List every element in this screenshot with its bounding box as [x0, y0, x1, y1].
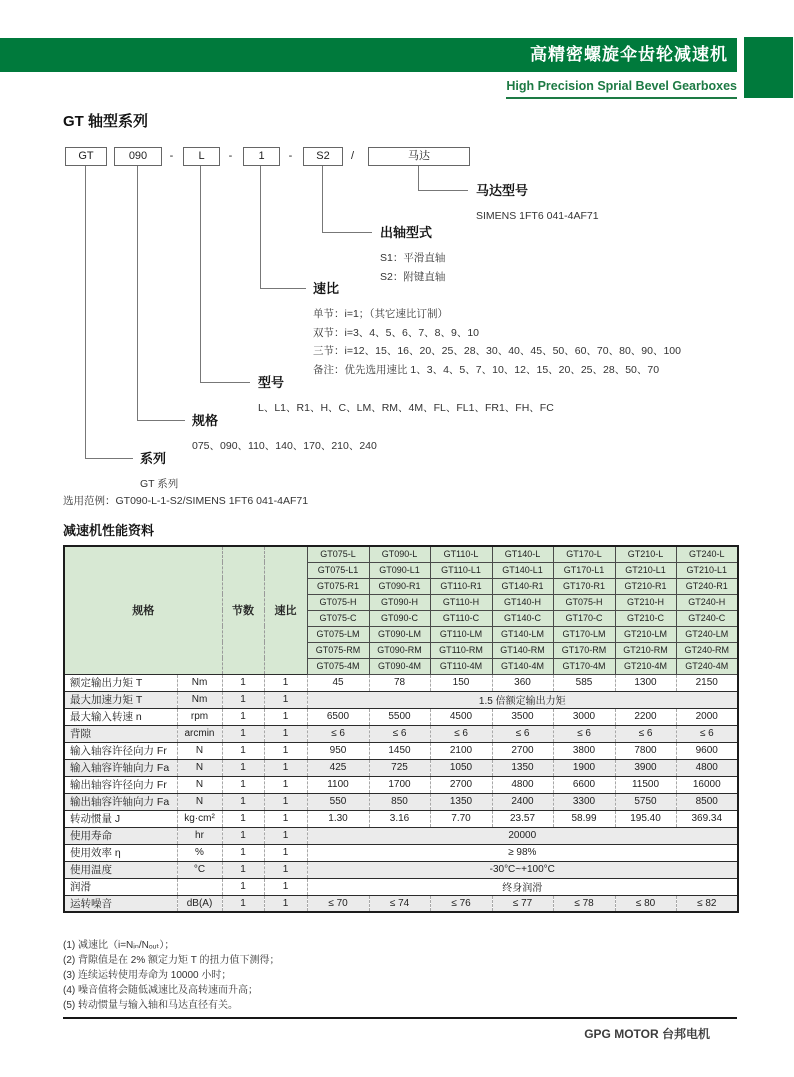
callout-motor-type — [476, 180, 599, 226]
value-cell: ≤ 77 — [492, 895, 553, 912]
callout-shaft-type — [380, 222, 445, 286]
value-cell: 3300 — [553, 793, 615, 810]
value-cell: 6500 — [307, 708, 369, 725]
model-header-cell: GT075-RM — [307, 642, 369, 658]
value-cell: 78 — [369, 674, 430, 691]
row-label-cell: 转动惯量 J — [64, 810, 177, 827]
sections-cell: 1 — [222, 878, 264, 895]
row-label-cell: 润滑 — [64, 878, 177, 895]
model-header-cell: GT110-L — [430, 546, 492, 562]
model-header-cell: GT210-L1 — [615, 562, 676, 578]
value-cell: ≤ 82 — [697, 897, 717, 909]
row-label-cell: 使用效率 η — [64, 844, 177, 861]
footer-rule — [63, 1017, 737, 1019]
value-cell: 195.40 — [615, 810, 676, 827]
model-header-cell: GT210-RM — [615, 642, 676, 658]
model-header-cell: GT110-RM — [430, 642, 492, 658]
connector-line — [200, 166, 201, 382]
value-cell: 3500 — [492, 708, 553, 725]
code-box-model: L — [183, 147, 220, 166]
ratio-cell: 1 — [264, 674, 307, 691]
model-header-cell: GT210-4M — [615, 658, 676, 674]
subtitle-english: High Precision Sprial Bevel Gearboxes — [506, 79, 737, 99]
model-header-cell: GT140-L — [492, 546, 553, 562]
value-cell: 9600 — [695, 745, 718, 756]
model-header-cell: GT075-C — [307, 610, 369, 626]
performance-table-head — [64, 546, 738, 674]
ratio-cell: 1 — [264, 708, 307, 725]
value-span-cell: ≥ 98% — [508, 847, 537, 858]
value-cell: 2150 — [695, 677, 718, 688]
callout-speed-ratio — [313, 278, 681, 379]
code-box-size: 090 — [114, 147, 162, 166]
row-label-cell: 运转噪音 — [64, 895, 177, 912]
value-cell: 5500 — [369, 708, 430, 725]
value-cell: ≤ 78 — [553, 895, 615, 912]
model-header-cell: GT140-4M — [492, 658, 553, 674]
value-cell: 2000 — [695, 711, 718, 722]
value-cell: ≤ 6 — [615, 725, 676, 742]
callout-line: S1：平滑直轴 — [380, 252, 446, 264]
value-cell: 45 — [307, 674, 369, 691]
model-header-cell: GT170-RM — [553, 642, 615, 658]
sections-cell: 1 — [222, 674, 264, 691]
model-header-cell: GT170-C — [553, 610, 615, 626]
unit-cell: arcmin — [177, 725, 222, 742]
value-span-cell: 1.5 倍额定输出力矩 — [478, 696, 566, 707]
value-cell: 2700 — [492, 742, 553, 759]
model-header-cell: GT210-LM — [615, 626, 676, 642]
value-cell: 23.57 — [492, 810, 553, 827]
sections-cell: 1 — [222, 895, 264, 912]
value-cell: ≤ 6 — [307, 725, 369, 742]
ratio-cell: 1 — [264, 759, 307, 776]
model-header-cell: GT170-L1 — [553, 562, 615, 578]
value-cell: 950 — [307, 742, 369, 759]
footnote: (4) 噪音值将会随低减速比及高转速而升高； — [63, 985, 258, 996]
value-cell: ≤ 80 — [615, 895, 676, 912]
value-cell: 1700 — [369, 776, 430, 793]
ratio-cell: 1 — [264, 793, 307, 810]
row-label-cell: 最大加速力矩 T — [64, 691, 177, 708]
value-cell: ≤ 76 — [430, 895, 492, 912]
value-cell: 369.34 — [691, 813, 723, 824]
callout-title: 型号 — [258, 375, 285, 390]
model-header-cell: GT140-LM — [492, 626, 553, 642]
model-header-cell: GT090-L — [369, 546, 430, 562]
footnote: (1) 减速比（i=Nᵢₙ/Nₒᵤₜ）； — [63, 940, 175, 951]
value-cell: ≤ 6 — [553, 725, 615, 742]
model-header-cell: GT210-H — [615, 594, 676, 610]
row-label-cell: 使用寿命 — [64, 827, 177, 844]
brand-title-bar: 高精密螺旋伞齿轮减速机 — [0, 38, 737, 72]
code-box-series: GT — [65, 147, 107, 166]
value-cell: 3000 — [553, 708, 615, 725]
code-separator: / — [350, 150, 355, 162]
table-corner-header: 速比 — [264, 546, 307, 674]
row-label-cell: 输入轴容许径向力 Fr — [64, 742, 177, 759]
callout-line: L、L1、R1、H、C、LM、RM、4M、FL、FL1、FR1、FH、FC — [258, 402, 554, 414]
table-corner-header: 规格 — [64, 546, 222, 674]
code-separator: - — [169, 150, 174, 162]
model-header-cell: GT090-RM — [369, 642, 430, 658]
callout-line: 单节：i=1；（其它速比订制） — [313, 308, 449, 320]
performance-table-wrap — [63, 545, 739, 913]
model-header-cell: GT170-L — [553, 546, 615, 562]
ratio-cell: 1 — [264, 742, 307, 759]
value-cell: 1900 — [553, 759, 615, 776]
value-cell: ≤ 6 — [492, 725, 553, 742]
model-header-cell: GT170-4M — [553, 658, 615, 674]
value-cell: 585 — [553, 674, 615, 691]
model-header-cell: GT075-H — [307, 594, 369, 610]
model-header-cell: GT075-L1 — [307, 562, 369, 578]
callout-title: 马达型号 — [476, 183, 529, 198]
ratio-cell: 1 — [264, 776, 307, 793]
callout-title: 速比 — [313, 281, 340, 296]
table-title: 减速机性能资料 — [63, 523, 155, 538]
value-span-cell: -30°C~+100°C — [489, 864, 555, 875]
value-cell: ≤ 6 — [699, 728, 714, 739]
code-box-motor: 马达 — [368, 147, 470, 166]
callout-title: 系列 — [140, 451, 167, 466]
model-header-cell: GT090-LM — [369, 626, 430, 642]
value-cell: 150 — [430, 674, 492, 691]
value-cell: 1.30 — [307, 810, 369, 827]
model-header-cell: GT110-4M — [430, 658, 492, 674]
connector-line — [260, 166, 261, 288]
value-cell: 3900 — [615, 759, 676, 776]
value-cell: 8500 — [695, 796, 718, 807]
unit-cell: Nm — [177, 691, 222, 708]
ratio-cell: 1 — [264, 895, 307, 912]
callout-line: 075、090、110、140、170、210、240 — [192, 440, 377, 452]
model-header-cell: GT075-H — [553, 594, 615, 610]
value-cell: 1050 — [430, 759, 492, 776]
value-cell: 550 — [307, 793, 369, 810]
connector-line — [200, 382, 250, 383]
connector-line — [322, 232, 372, 233]
model-header-cell: GT110-R1 — [430, 578, 492, 594]
ratio-cell: 1 — [264, 810, 307, 827]
performance-table — [63, 545, 739, 913]
unit-cell: N — [177, 742, 222, 759]
model-header-cell: GT110-H — [430, 594, 492, 610]
value-cell: ≤ 70 — [307, 895, 369, 912]
model-header-cell: GT240-R1 — [676, 578, 738, 594]
model-header-cell: GT110-LM — [430, 626, 492, 642]
value-span-cell: 终身润滑 — [502, 883, 543, 894]
footnote: (3) 连续运转使用寿命为 10000 小时； — [63, 970, 232, 981]
callout-series — [140, 448, 178, 494]
value-cell: 2100 — [430, 742, 492, 759]
value-cell: 1450 — [369, 742, 430, 759]
unit-cell: hr — [177, 827, 222, 844]
value-cell: 4800 — [492, 776, 553, 793]
value-cell: 3800 — [553, 742, 615, 759]
ratio-cell: 1 — [264, 691, 307, 708]
model-header-cell: GT240-LM — [676, 626, 738, 642]
model-header-cell: GT075-L — [307, 546, 369, 562]
model-header-cell: GT140-L1 — [492, 562, 553, 578]
model-header-cell: GT090-4M — [369, 658, 430, 674]
model-header-cell: GT110-C — [430, 610, 492, 626]
unit-cell — [177, 878, 222, 895]
footnote: (2) 背隙值是在 2% 额定力矩 T 的扭力值下测得； — [63, 955, 280, 966]
value-cell: ≤ 74 — [369, 895, 430, 912]
sections-cell: 1 — [222, 827, 264, 844]
value-cell: 2700 — [430, 776, 492, 793]
code-separator: - — [228, 150, 233, 162]
model-header-cell: GT170-R1 — [553, 578, 615, 594]
value-cell: ≤ 6 — [369, 725, 430, 742]
model-header-cell: GT075-4M — [307, 658, 369, 674]
connector-line — [137, 166, 138, 420]
sections-cell: 1 — [222, 708, 264, 725]
unit-cell: Nm — [177, 674, 222, 691]
row-label-cell: 额定输出力矩 T — [64, 674, 177, 691]
ratio-cell: 1 — [264, 725, 307, 742]
value-cell: 16000 — [692, 779, 721, 790]
model-header-cell: GT210-L1 — [676, 562, 738, 578]
connector-line — [137, 420, 185, 421]
callout-line: 备注：优先选用速比 1、3、4、5、7、10、12、15、20、25、28、50、70 — [313, 363, 660, 376]
value-cell: 3.16 — [369, 810, 430, 827]
callout-line: SIMENS 1FT6 041-4AF71 — [476, 210, 599, 222]
footnotes — [63, 938, 280, 1013]
value-cell: 4500 — [430, 708, 492, 725]
value-cell: 7.70 — [430, 810, 492, 827]
ratio-cell: 1 — [264, 861, 307, 878]
model-header-cell: GT075-R1 — [307, 578, 369, 594]
unit-cell: °C — [177, 861, 222, 878]
sections-cell: 1 — [222, 810, 264, 827]
model-header-cell: GT210-L — [615, 546, 676, 562]
model-header-cell: GT240-H — [676, 594, 738, 610]
model-header-cell: GT240-RM — [676, 642, 738, 658]
connector-line — [418, 190, 468, 191]
connector-line — [85, 166, 86, 458]
row-label-cell: 使用温度 — [64, 861, 177, 878]
row-label-cell: 输出轴容许径向力 Fr — [64, 776, 177, 793]
value-cell: 360 — [492, 674, 553, 691]
connector-line — [322, 166, 323, 232]
connector-line — [418, 166, 419, 190]
model-header-cell: GT090-R1 — [369, 578, 430, 594]
callout-title: 规格 — [192, 413, 219, 428]
model-header-cell: GT090-H — [369, 594, 430, 610]
value-cell: 2200 — [615, 708, 676, 725]
value-span-cell: 20000 — [508, 830, 537, 841]
connector-line — [85, 458, 133, 459]
sections-cell: 1 — [222, 759, 264, 776]
value-cell: 5750 — [615, 793, 676, 810]
value-cell: 58.99 — [553, 810, 615, 827]
value-cell: 1350 — [430, 793, 492, 810]
callout-line: S2：附键直轴 — [380, 270, 446, 283]
callout-title: 出轴型式 — [380, 225, 433, 240]
value-cell: 1100 — [307, 776, 369, 793]
value-cell: 425 — [307, 759, 369, 776]
unit-cell: dB(A) — [177, 895, 222, 912]
row-label-cell: 输入轴容许轴向力 Fa — [64, 759, 177, 776]
model-header-cell: GT090-L1 — [369, 562, 430, 578]
model-header-cell: GT140-R1 — [492, 578, 553, 594]
connector-line — [260, 288, 306, 289]
section-title: GT 轴型系列 — [63, 113, 148, 130]
value-cell: 7800 — [615, 742, 676, 759]
sections-cell: 1 — [222, 776, 264, 793]
footnote: (5) 转动惯量与输入轴和马达直径有关。 — [63, 1000, 238, 1011]
value-cell: 6600 — [553, 776, 615, 793]
value-cell: 1300 — [615, 674, 676, 691]
code-box-ratio: 1 — [243, 147, 280, 166]
model-header-cell: GT210-C — [615, 610, 676, 626]
unit-cell: kg·cm² — [177, 810, 222, 827]
callout-line: GT 系列 — [140, 478, 179, 490]
row-label-cell: 最大输入转速 n — [64, 708, 177, 725]
ratio-cell: 1 — [264, 878, 307, 895]
model-header-cell: GT170-LM — [553, 626, 615, 642]
value-cell: 850 — [369, 793, 430, 810]
model-header-cell: GT090-C — [369, 610, 430, 626]
unit-cell: % — [177, 844, 222, 861]
model-header-cell: GT210-R1 — [615, 578, 676, 594]
model-header-cell: GT240-C — [676, 610, 738, 626]
model-header-cell: GT140-RM — [492, 642, 553, 658]
unit-cell: N — [177, 776, 222, 793]
code-separator: - — [288, 150, 293, 162]
sections-cell: 1 — [222, 861, 264, 878]
callout-line: 双节：i=3、4、5、6、7、8、9、10 — [313, 326, 480, 339]
sections-cell: 1 — [222, 793, 264, 810]
value-cell: 725 — [369, 759, 430, 776]
row-label-cell: 输出轴容许轴向力 Fa — [64, 793, 177, 810]
sections-cell: 1 — [222, 742, 264, 759]
model-header-cell: GT240-L — [676, 546, 738, 562]
model-header-cell: GT240-4M — [676, 658, 738, 674]
code-box-shaft: S2 — [303, 147, 343, 166]
value-cell: 11500 — [615, 776, 676, 793]
ratio-cell: 1 — [264, 844, 307, 861]
performance-table-body — [64, 674, 738, 912]
unit-cell: N — [177, 793, 222, 810]
unit-cell: rpm — [177, 708, 222, 725]
footer-brand: GPG MOTOR 台邦电机 — [584, 1027, 710, 1041]
ratio-cell: 1 — [264, 827, 307, 844]
callout-line: 三节：i=12、15、16、20、25、28、30、40、45、50、60、70、80、90、100 — [313, 345, 681, 357]
model-header-cell: GT140-H — [492, 594, 553, 610]
model-header-cell: GT110-L1 — [430, 562, 492, 578]
value-cell: 1350 — [492, 759, 553, 776]
value-cell: ≤ 6 — [430, 725, 492, 742]
selection-example: 选用范例：GT090-L-1-S2/SIMENS 1FT6 041-4AF71 — [63, 495, 309, 507]
sections-cell: 1 — [222, 725, 264, 742]
model-header-cell: GT075-LM — [307, 626, 369, 642]
sections-cell: 1 — [222, 844, 264, 861]
value-cell: 4800 — [695, 762, 718, 773]
value-cell: 2400 — [492, 793, 553, 810]
callout-spec — [192, 410, 377, 456]
brand-corner-square — [744, 37, 793, 98]
row-label-cell: 背隙 — [64, 725, 177, 742]
unit-cell: N — [177, 759, 222, 776]
sections-cell: 1 — [222, 691, 264, 708]
model-header-cell: GT140-C — [492, 610, 553, 626]
table-corner-header: 节数 — [222, 546, 264, 674]
